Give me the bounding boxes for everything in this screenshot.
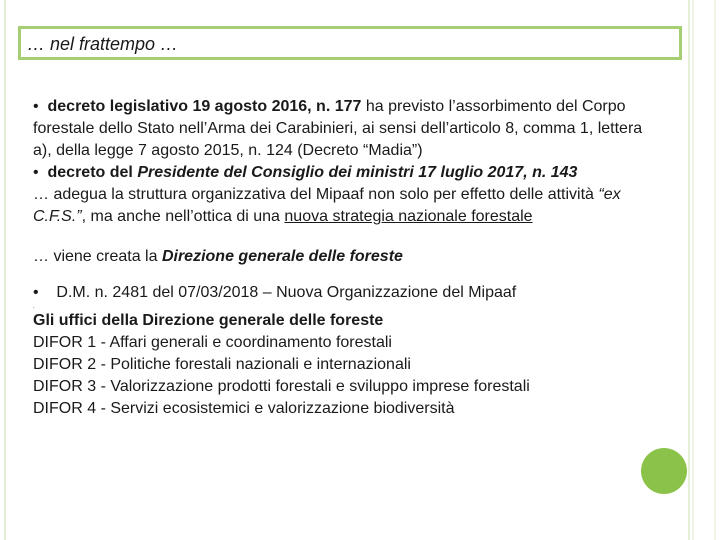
offices-heading: Gli uffici della Direzione generale delle foreste	[33, 312, 384, 329]
bullet: •	[33, 98, 39, 115]
decreto-177-text: ha previsto l’assorbimento del Corpo forestale dello Stato nell’Arma dei Carabinieri, ai sensi dell’articolo 8, comma 1, lettera a), della legge 7 agosto 2015, n. 124 (Decreto “Madia”)	[33, 98, 643, 159]
paragraph-direzione	[33, 246, 663, 268]
office-difor-2: DIFOR 2 - Politiche forestali nazionali e internazionali	[33, 356, 411, 373]
direzione-text: … viene creata la	[33, 248, 162, 265]
paragraph-dm-2481	[33, 282, 663, 304]
bullet: •	[33, 284, 39, 301]
small-marker: .	[33, 304, 35, 310]
direzione-name: Direzione generale delle foreste	[161, 248, 403, 265]
ex-cfs-text: “ex C.F.S.”	[33, 186, 621, 225]
title-box	[18, 26, 682, 60]
paragraph-dpcm-143	[33, 162, 663, 184]
office-difor-3: DIFOR 3 - Valorizzazione prodotti forestali e sviluppo imprese forestali	[33, 378, 530, 395]
dpcm-prefix: decreto del	[47, 164, 138, 181]
dpcm-title: Presidente del Consiglio dei ministri 17 luglio 2017, n. 143	[137, 164, 578, 181]
decreto-177-title: decreto legislativo 19 agosto 2016, n. 177	[47, 98, 362, 115]
slide-title: … nel frattempo …	[27, 34, 179, 54]
adegua-text-1: … adegua la struttura organizzativa del Mipaaf non solo per effetto delle attività	[33, 186, 599, 203]
dm-2481-text: D.M. n. 2481 del 07/03/2018 – Nuova Organizzazione del Mipaaf	[56, 284, 517, 301]
bullet: •	[33, 164, 39, 181]
decorative-green-circle	[641, 448, 687, 494]
decorative-stripes	[692, 0, 716, 540]
adegua-text-2: , ma anche nell’ottica di una	[81, 208, 285, 225]
office-difor-1: DIFOR 1 - Affari generali e coordinamento forestali	[33, 334, 392, 351]
strategia-link-text: nuova strategia nazionale forestale	[284, 208, 533, 225]
paragraph-adegua	[33, 184, 663, 228]
paragraph-decreto-177	[33, 96, 663, 162]
slide-body	[33, 96, 663, 420]
office-difor-4: DIFOR 4 - Servizi ecosistemici e valorizzazione biodiversità	[33, 400, 455, 417]
